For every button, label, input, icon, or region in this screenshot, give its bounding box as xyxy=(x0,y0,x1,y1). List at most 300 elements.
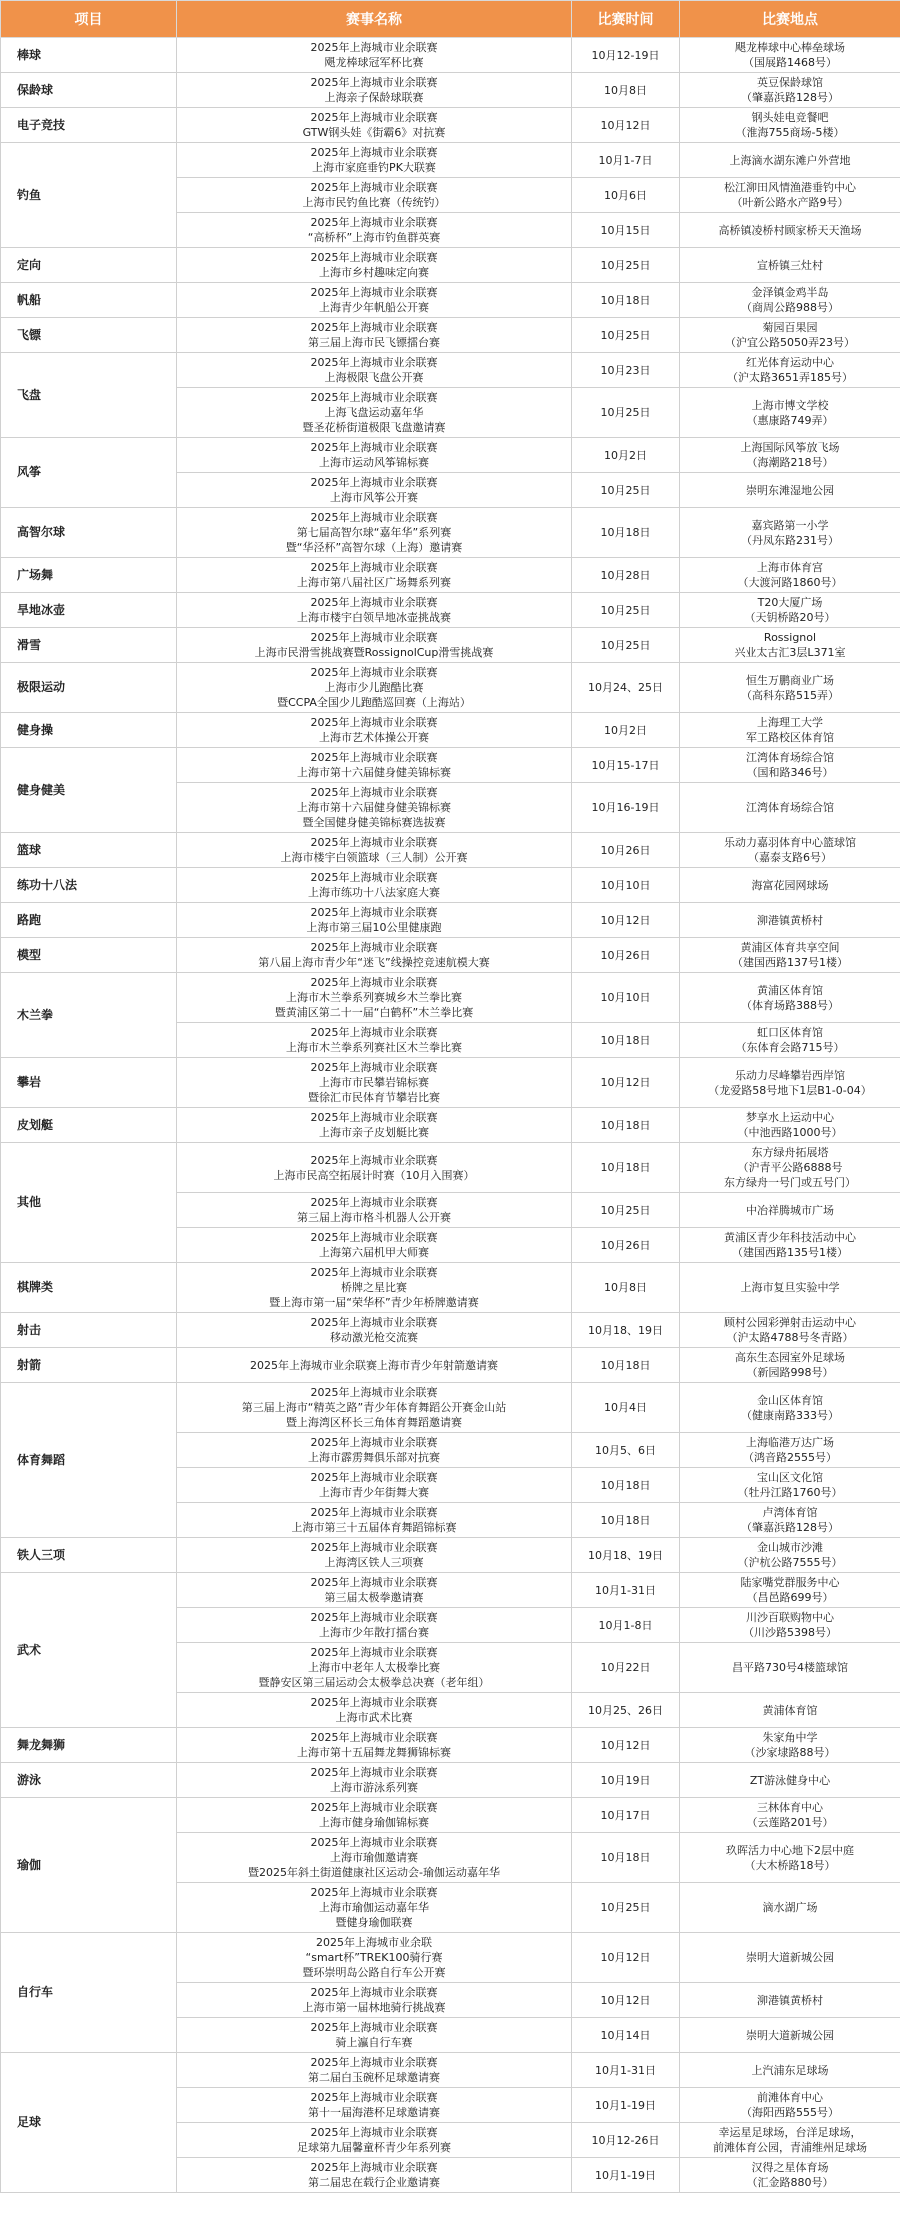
event-venue-cell xyxy=(680,2123,900,2158)
event-venue-line: （海阳西路555号） xyxy=(741,2106,839,2119)
event-name-cell xyxy=(177,178,572,213)
event-name-cell xyxy=(177,1058,572,1108)
event-venue-cell xyxy=(680,318,900,353)
event-venue-line: Rossignol xyxy=(763,631,817,644)
event-time-cell: 10月12日 xyxy=(572,903,680,938)
event-name-line: 2025年上海城市业余联赛 xyxy=(310,1436,438,1449)
event-venue-line: 红光体育运动中心 xyxy=(746,356,834,369)
table-row xyxy=(1,1313,900,1348)
event-venue-line: 高桥镇凌桥村顾家桥天天渔场 xyxy=(718,223,862,237)
event-name-cell xyxy=(177,1643,572,1693)
event-name-line: 上海市亲子皮划艇比赛 xyxy=(319,1126,429,1139)
event-venue-line: 上海市体育宫 xyxy=(757,561,823,574)
event-name-line: 上海市艺术体操公开赛 xyxy=(319,731,429,744)
event-venue-line: 三林体育中心 xyxy=(757,1801,823,1814)
event-name-cell xyxy=(177,2053,572,2088)
event-venue-line: 上汽浦东足球场 xyxy=(751,2063,829,2077)
event-venue-line: （云莲路201号） xyxy=(746,1816,834,1829)
event-name-line: 2025年上海城市业余联赛 xyxy=(310,716,438,729)
event-time-cell: 10月10日 xyxy=(572,973,680,1023)
event-name-line: 上海市瑜伽邀请赛 xyxy=(330,1851,418,1864)
table-row xyxy=(1,1763,900,1798)
event-time-cell: 10月25日 xyxy=(572,1193,680,1228)
event-venue-line: 黄浦体育馆 xyxy=(762,1703,818,1717)
event-time-cell: 10月15-17日 xyxy=(572,748,680,783)
event-name-line: 2025年上海城市业余联赛 xyxy=(310,1986,438,1999)
event-time-cell: 10月26日 xyxy=(572,938,680,973)
event-venue-line: （东体育会路715号） xyxy=(735,1041,845,1054)
event-venue-line: （汇金路880号） xyxy=(746,2176,834,2189)
event-venue-line: （龙爱路58号地下1层B1-0-04） xyxy=(708,1083,872,1097)
event-name-line: GTW钢头娃《街霸6》对抗赛 xyxy=(302,126,446,139)
event-time-cell: 10月1-19日 xyxy=(572,2158,680,2193)
event-name-cell xyxy=(177,938,572,973)
event-time-cell: 10月12日 xyxy=(572,1058,680,1108)
event-name-line: 2025年上海城市业余联赛 xyxy=(310,1153,438,1167)
table-row xyxy=(1,1383,900,1433)
event-name-line: 2025年上海城市业余联赛 xyxy=(310,1696,438,1709)
event-time-cell: 10月23日 xyxy=(572,353,680,388)
event-name-cell xyxy=(177,1108,572,1143)
event-venue-line: 钢头娃电竞餐吧 xyxy=(751,111,829,124)
event-venue-cell xyxy=(680,1883,900,1933)
event-name-line: 上海市武术比赛 xyxy=(335,1711,413,1724)
event-name-line: 2025年上海城市业余联赛 xyxy=(310,146,438,159)
table-row xyxy=(1,748,900,783)
table-row xyxy=(1,973,900,1023)
event-name-line: 2025年上海城市业余联赛 xyxy=(310,906,438,919)
header-category: 项目 xyxy=(1,1,177,38)
event-venue-cell xyxy=(680,1608,900,1643)
header-event-name: 赛事名称 xyxy=(177,1,572,38)
table-row xyxy=(1,318,900,353)
event-venue-cell xyxy=(680,1798,900,1833)
event-venue-line: 卢湾体育馆 xyxy=(762,1506,818,1519)
event-venue-line: 军工路校区体育馆 xyxy=(746,731,834,744)
event-venue-line: 昌平路730号4楼篮球馆 xyxy=(732,1661,848,1674)
category-cell: 皮划艇 xyxy=(1,1108,177,1143)
event-time-cell: 10月25、26日 xyxy=(572,1693,680,1728)
event-name-cell xyxy=(177,38,572,73)
event-venue-line: （沪青平公路6888号 xyxy=(737,1161,843,1174)
event-venue-line: 幸运星足球场，台洋足球场， xyxy=(718,2126,862,2139)
event-time-cell: 10月25日 xyxy=(572,473,680,508)
event-name-line: 暨徐汇市民体育节攀岩比赛 xyxy=(308,1091,440,1104)
event-name-line: 上海市民钓鱼比赛（传统钓） xyxy=(302,196,446,209)
event-venue-cell xyxy=(680,1058,900,1108)
event-name-line: 2025年上海城市业余联赛 xyxy=(310,1611,438,1624)
header-time: 比赛时间 xyxy=(572,1,680,38)
event-venue-cell xyxy=(680,1348,900,1383)
event-venue-cell xyxy=(680,1983,900,2018)
table-row xyxy=(1,1933,900,1983)
event-venue-cell xyxy=(680,438,900,473)
event-name-line: 2025年上海城市业余联赛 xyxy=(310,1196,438,1209)
event-time-cell: 10月18日 xyxy=(572,1143,680,1193)
event-name-cell xyxy=(177,1228,572,1263)
event-venue-line: 中冶祥腾城市广场 xyxy=(746,1203,834,1217)
category-cell: 舞龙舞狮 xyxy=(1,1728,177,1763)
event-venue-cell xyxy=(680,1468,900,1503)
event-name-line: 2025年上海城市业余联赛 xyxy=(310,596,438,609)
category-cell: 帆船 xyxy=(1,283,177,318)
event-venue-line: 上海滴水湖东滩户外营地 xyxy=(729,153,851,167)
event-venue-cell xyxy=(680,1193,900,1228)
table-row xyxy=(1,1728,900,1763)
event-time-cell: 10月24、25日 xyxy=(572,663,680,713)
event-name-line: 上海市民高空拓展计时赛（10月入围赛） xyxy=(273,1168,475,1182)
event-name-cell xyxy=(177,248,572,283)
event-name-line: 上海极限飞盘公开赛 xyxy=(324,371,424,384)
event-venue-line: 黄浦区青少年科技活动中心 xyxy=(724,1231,856,1244)
event-name-cell xyxy=(177,973,572,1023)
event-venue-cell xyxy=(680,283,900,318)
event-name-line: 上海市练功十八法家庭大赛 xyxy=(308,886,440,899)
event-venue-line: 汉得之星体育场 xyxy=(751,2161,829,2174)
event-name-line: 桥牌之星比赛 xyxy=(341,1281,407,1294)
event-name-cell xyxy=(177,508,572,558)
event-name-line: 2025年上海城市业余联赛 xyxy=(310,836,438,849)
event-name-cell xyxy=(177,1383,572,1433)
event-name-cell xyxy=(177,1023,572,1058)
event-venue-line: 上海市博文学校 xyxy=(751,398,829,412)
event-name-line: 2025年上海城市业余联赛 xyxy=(310,476,438,489)
event-venue-line: 兴业太古汇3层L371室 xyxy=(734,646,846,659)
event-venue-line: 川沙百联购物中心 xyxy=(746,1611,834,1624)
event-name-cell xyxy=(177,663,572,713)
event-time-cell: 10月18日 xyxy=(572,1833,680,1883)
event-time-cell: 10月8日 xyxy=(572,1263,680,1313)
event-venue-cell xyxy=(680,1503,900,1538)
category-cell: 练功十八法 xyxy=(1,868,177,903)
event-time-cell: 10月18、19日 xyxy=(572,1313,680,1348)
event-name-cell xyxy=(177,108,572,143)
event-venue-line: 东方绿舟拓展塔 xyxy=(751,1146,829,1159)
table-row xyxy=(1,143,900,178)
event-name-cell xyxy=(177,1933,572,1983)
event-venue-line: （新园路998号） xyxy=(746,1366,834,1379)
event-time-cell: 10月18日 xyxy=(572,1108,680,1143)
category-cell: 自行车 xyxy=(1,1933,177,2053)
event-name-line: 上海市健身瑜伽锦标赛 xyxy=(319,1816,429,1829)
event-name-cell xyxy=(177,1348,572,1383)
event-name-line: 2025年上海城市业余联赛 xyxy=(310,666,438,679)
event-venue-line: 上海市复旦实验中学 xyxy=(740,1281,840,1294)
event-venue-line: 东方绿舟一号门或五号门） xyxy=(724,1176,856,1189)
event-venue-cell xyxy=(680,2158,900,2193)
event-name-line: 暨CCPA全国少儿跑酷巡回赛（上海站） xyxy=(277,696,471,709)
event-venue-cell xyxy=(680,1573,900,1608)
event-venue-cell xyxy=(680,473,900,508)
event-time-cell: 10月5、6日 xyxy=(572,1433,680,1468)
event-name-line: 2025年上海城市业余联赛 xyxy=(310,2126,438,2139)
event-name-cell xyxy=(177,1798,572,1833)
event-venue-cell xyxy=(680,2018,900,2053)
event-name-line: 2025年上海城市业余联赛 xyxy=(310,286,438,299)
table-row xyxy=(1,663,900,713)
event-time-cell: 10月25日 xyxy=(572,248,680,283)
event-name-line: 上海市第三届10公里健康跑 xyxy=(306,921,442,934)
event-name-line: 2025年上海城市业余联赛 xyxy=(310,356,438,369)
event-time-cell: 10月16-19日 xyxy=(572,783,680,833)
event-time-cell: 10月18日 xyxy=(572,1503,680,1538)
event-name-line: 第三届太极拳邀请赛 xyxy=(324,1591,424,1604)
table-row xyxy=(1,2053,900,2088)
event-name-cell xyxy=(177,628,572,663)
category-cell: 射箭 xyxy=(1,1348,177,1383)
event-venue-line: 上海临港万达广场 xyxy=(746,1436,834,1449)
category-cell: 游泳 xyxy=(1,1763,177,1798)
event-name-cell xyxy=(177,1143,572,1193)
event-venue-cell xyxy=(680,38,900,73)
event-venue-cell xyxy=(680,1833,900,1883)
event-venue-line: 松江泖田风情渔港垂钓中心 xyxy=(724,181,856,194)
event-time-cell: 10月12日 xyxy=(572,1933,680,1983)
event-name-line: 上海湾区铁人三项赛 xyxy=(324,1556,424,1569)
event-venue-line: 飓龙棒球中心棒垒球场 xyxy=(735,41,845,54)
event-name-line: 2025年上海城市业余联赛 xyxy=(310,1231,438,1244)
event-name-line: 上海市木兰拳系列赛社区木兰拳比赛 xyxy=(286,1041,462,1054)
event-time-cell: 10月18日 xyxy=(572,283,680,318)
event-name-line: 上海市游泳系列赛 xyxy=(330,1781,418,1794)
event-name-line: 上海市楼宇白领旱地冰壶挑战赛 xyxy=(297,611,451,624)
event-name-line: 2025年上海城市业余联赛 xyxy=(310,1506,438,1519)
event-name-cell xyxy=(177,593,572,628)
table-row xyxy=(1,1798,900,1833)
event-venue-line: 江湾体育场综合馆 xyxy=(746,801,834,814)
table-row xyxy=(1,903,900,938)
event-name-line: 上海市家庭垂钓PK大联赛 xyxy=(312,161,436,174)
event-name-line: 2025年上海城市业余联赛 xyxy=(310,1266,438,1279)
event-venue-cell xyxy=(680,248,900,283)
event-venue-line: 金山区体育馆 xyxy=(757,1393,823,1407)
event-time-cell: 10月18日 xyxy=(572,508,680,558)
event-name-line: 骑上瀛自行车赛 xyxy=(335,2036,413,2049)
event-venue-line: （沪太路3651弄185号） xyxy=(727,371,853,384)
event-venue-line: 泖港镇黄桥村 xyxy=(757,1993,823,2007)
category-cell: 钓鱼 xyxy=(1,143,177,248)
category-cell: 健身健美 xyxy=(1,748,177,833)
event-name-line: 2025年上海城市业余联赛 xyxy=(310,41,438,54)
event-name-line: 2025年上海城市业余联赛 xyxy=(310,1386,438,1399)
event-name-line: 上海市第十六届健身健美锦标赛 xyxy=(297,766,451,779)
category-cell: 瑜伽 xyxy=(1,1798,177,1933)
event-venue-line: （沪杭公路7555号） xyxy=(737,1556,843,1569)
category-cell: 飞镖 xyxy=(1,318,177,353)
event-venue-cell xyxy=(680,388,900,438)
event-name-line: 上海市霹雳舞俱乐部对抗赛 xyxy=(308,1451,440,1464)
event-venue-line: 英豆保龄球馆 xyxy=(757,76,823,89)
category-cell: 电子竞技 xyxy=(1,108,177,143)
event-venue-line: 顾村公园彩弹射击运动中心 xyxy=(724,1316,856,1329)
event-name-line: 2025年上海城市业余联赛 xyxy=(310,631,438,644)
event-name-cell xyxy=(177,1833,572,1883)
event-time-cell: 10月26日 xyxy=(572,1228,680,1263)
event-name-cell xyxy=(177,318,572,353)
event-venue-line: （中池西路1000号） xyxy=(737,1126,843,1139)
event-venue-line: （肇嘉浜路128号） xyxy=(741,1521,839,1534)
event-venue-line: 玖晖活力中心地下2层中庭 xyxy=(726,1843,854,1857)
category-cell: 路跑 xyxy=(1,903,177,938)
event-venue-line: （川沙路5398号） xyxy=(743,1626,837,1639)
event-venue-cell xyxy=(680,1433,900,1468)
event-venue-line: 黄浦区体育馆 xyxy=(757,983,823,997)
event-name-line: 2025年上海城市业余联赛 xyxy=(310,2056,438,2069)
event-name-cell xyxy=(177,868,572,903)
table-row xyxy=(1,628,900,663)
event-name-line: 飓龙棒球冠军杯比赛 xyxy=(324,56,424,69)
event-name-cell xyxy=(177,713,572,748)
event-name-line: 上海市风筝公开赛 xyxy=(330,491,418,504)
event-name-line: 第三届上海市格斗机器人公开赛 xyxy=(297,1211,451,1224)
event-name-line: 上海飞盘运动嘉年华 xyxy=(324,406,424,419)
event-name-line: 2025年上海城市业余联赛 xyxy=(310,2161,438,2174)
event-venue-cell xyxy=(680,903,900,938)
event-venue-line: 陆家嘴党群服务中心 xyxy=(740,1576,840,1589)
table-row xyxy=(1,938,900,973)
event-venue-line: （大渡河路1860号） xyxy=(737,576,843,589)
event-name-line: 2025年上海城市业余联赛 xyxy=(310,561,438,574)
event-venue-line: （嘉泰支路6号） xyxy=(748,851,832,864)
event-name-line: 2025年上海城市业余联赛 xyxy=(310,511,438,524)
event-venue-line: 梦享水上运动中心 xyxy=(746,1111,834,1124)
event-name-line: 第七届高智尔球“嘉年华”系列赛 xyxy=(296,526,452,539)
event-time-cell: 10月22日 xyxy=(572,1643,680,1693)
table-row xyxy=(1,38,900,73)
event-venue-cell xyxy=(680,73,900,108)
header-venue: 比赛地点 xyxy=(680,1,900,38)
event-name-line: 上海市青少年街舞大赛 xyxy=(319,1486,429,1499)
category-cell: 旱地冰壶 xyxy=(1,593,177,628)
event-venue-cell xyxy=(680,833,900,868)
event-name-line: 上海市第十六届健身健美锦标赛 xyxy=(297,801,451,814)
event-venue-cell xyxy=(680,973,900,1023)
event-name-cell xyxy=(177,783,572,833)
event-venue-cell xyxy=(680,663,900,713)
event-time-cell: 10月15日 xyxy=(572,213,680,248)
event-venue-line: 上海国际风筝放飞场 xyxy=(740,441,840,454)
table-row xyxy=(1,438,900,473)
event-venue-cell xyxy=(680,143,900,178)
event-venue-line: 崇明大道新城公园 xyxy=(746,1951,834,1964)
event-venue-line: 朱家角中学 xyxy=(762,1731,818,1744)
category-cell: 风筝 xyxy=(1,438,177,508)
event-venue-cell xyxy=(680,868,900,903)
event-time-cell: 10月28日 xyxy=(572,558,680,593)
event-name-line: 暨2025年斜土街道健康社区运动会-瑜伽运动嘉年华 xyxy=(248,1866,500,1879)
event-venue-line: （惠康路749弄） xyxy=(746,413,834,427)
event-name-cell xyxy=(177,558,572,593)
event-name-cell xyxy=(177,283,572,318)
event-venue-cell xyxy=(680,108,900,143)
event-name-line: 上海市民滑雪挑战赛暨RossignolCup滑雪挑战赛 xyxy=(254,646,494,659)
event-name-line: 暨环崇明岛公路自行车公开赛 xyxy=(302,1966,446,1979)
event-time-cell: 10月25日 xyxy=(572,593,680,628)
event-name-line: 2025年上海城市业余联赛 xyxy=(310,1836,438,1849)
event-venue-line: 泖港镇黄桥村 xyxy=(757,913,823,927)
event-venue-cell xyxy=(680,748,900,783)
event-venue-cell xyxy=(680,1023,900,1058)
event-name-line: 2025年上海城市业余联赛 xyxy=(310,251,438,264)
event-name-cell xyxy=(177,1763,572,1798)
table-row xyxy=(1,248,900,283)
table-row xyxy=(1,283,900,318)
table-row xyxy=(1,1143,900,1193)
table-row xyxy=(1,73,900,108)
event-venue-line: 崇明东滩湿地公园 xyxy=(746,483,834,497)
event-venue-line: 嘉宾路第一小学 xyxy=(751,518,829,532)
table-row xyxy=(1,1348,900,1383)
table-row xyxy=(1,1263,900,1313)
event-name-cell xyxy=(177,748,572,783)
event-name-line: 2025年上海城市业余联赛 xyxy=(310,391,438,404)
event-name-line: 足球第九届馨童杯青少年系列赛 xyxy=(297,2141,451,2154)
event-venue-line: 海富花园网球场 xyxy=(751,878,829,892)
category-cell: 武术 xyxy=(1,1573,177,1728)
event-venue-line: 崇明大道新城公园 xyxy=(746,2028,834,2042)
event-name-cell xyxy=(177,2018,572,2053)
event-venue-cell xyxy=(680,508,900,558)
event-time-cell: 10月6日 xyxy=(572,178,680,213)
event-name-line: 上海亲子保龄球联赛 xyxy=(324,91,424,104)
event-name-line: 2025年上海城市业余联赛 xyxy=(310,1111,438,1124)
event-venue-line: 滴水湖广场 xyxy=(762,1901,818,1914)
event-time-cell: 10月12-26日 xyxy=(572,2123,680,2158)
event-name-line: 上海市第八届社区广场舞系列赛 xyxy=(297,576,451,589)
event-name-line: 2025年上海城市业余联 xyxy=(316,1936,432,1949)
event-name-line: “smart杯”TREK100骑行赛 xyxy=(305,1951,443,1964)
event-venue-cell xyxy=(680,938,900,973)
event-time-cell: 10月12-19日 xyxy=(572,38,680,73)
event-time-cell: 10月8日 xyxy=(572,73,680,108)
table-row xyxy=(1,868,900,903)
event-name-line: 2025年上海城市业余联赛 xyxy=(310,1576,438,1589)
table-row xyxy=(1,1058,900,1108)
event-venue-line: （沪太路4788号冬青路） xyxy=(726,1331,854,1344)
event-name-line: 上海市市民攀岩锦标赛 xyxy=(319,1076,429,1089)
event-time-cell: 10月18、19日 xyxy=(572,1538,680,1573)
event-venue-cell xyxy=(680,1933,900,1983)
event-time-cell: 10月25日 xyxy=(572,388,680,438)
event-venue-line: （肇嘉浜路128号） xyxy=(741,91,839,104)
event-name-line: 2025年上海城市业余联赛 xyxy=(310,1766,438,1779)
event-name-cell xyxy=(177,438,572,473)
event-time-cell: 10月25日 xyxy=(572,318,680,353)
event-venue-cell xyxy=(680,1538,900,1573)
header-row xyxy=(1,1,900,38)
event-venue-line: （海潮路218号） xyxy=(746,456,834,469)
event-venue-line: 金泽镇金鸡半岛 xyxy=(751,286,829,299)
event-name-line: 暨全国健身健美锦标赛选拔赛 xyxy=(302,816,446,829)
event-name-line: “高桥杯”上海市钓鱼群英赛 xyxy=(307,231,441,244)
table-row xyxy=(1,593,900,628)
event-name-line: 第十一届海港杯足球邀请赛 xyxy=(308,2106,440,2119)
event-name-line: 2025年上海城市业余联赛 xyxy=(310,2091,438,2104)
table-row xyxy=(1,1538,900,1573)
event-venue-line: （丹凤东路231号） xyxy=(741,533,839,547)
event-venue-line: （昌邑路699号） xyxy=(746,1591,834,1604)
event-venue-cell xyxy=(680,1728,900,1763)
event-name-line: 2025年上海城市业余联赛 xyxy=(310,1061,438,1074)
event-name-cell xyxy=(177,1193,572,1228)
category-cell: 木兰拳 xyxy=(1,973,177,1058)
event-time-cell: 10月4日 xyxy=(572,1383,680,1433)
event-venue-line: 前滩体育公园，青浦维州足球场 xyxy=(713,2141,867,2154)
event-venue-cell xyxy=(680,1108,900,1143)
event-venue-cell xyxy=(680,1143,900,1193)
event-name-cell xyxy=(177,2158,572,2193)
event-name-line: 2025年上海城市业余联赛 xyxy=(310,1541,438,1554)
